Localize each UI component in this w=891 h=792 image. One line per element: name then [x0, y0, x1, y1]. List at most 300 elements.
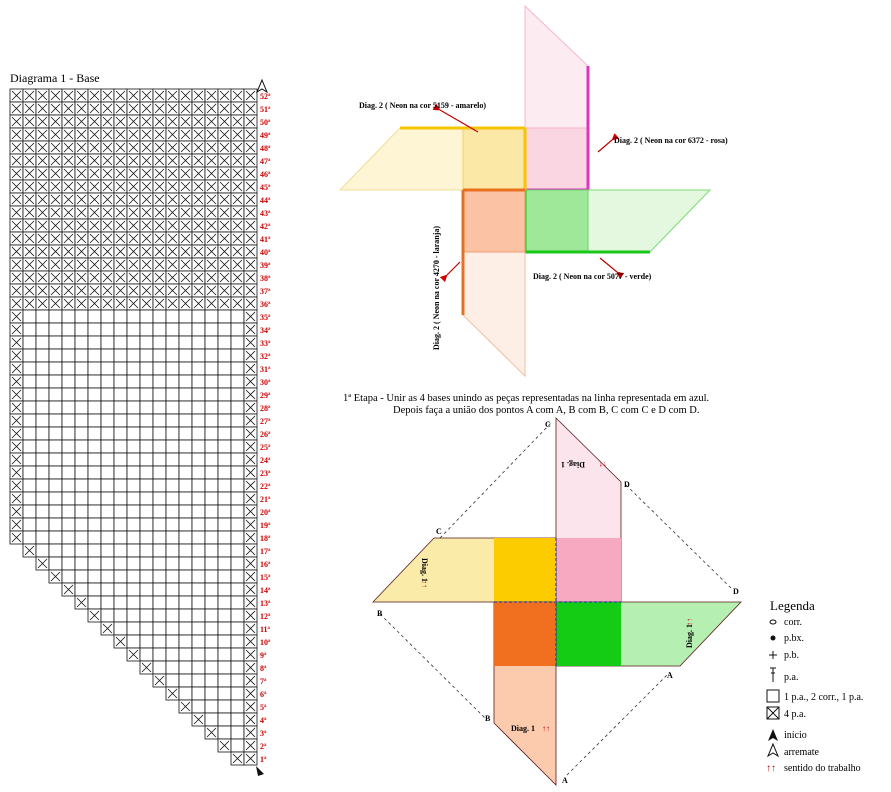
stitch-cell	[88, 440, 101, 453]
stitch-cell	[218, 427, 231, 440]
stitch-cell	[218, 557, 231, 570]
stitch-cell	[218, 635, 231, 648]
diagram2-pinwheel	[340, 6, 728, 376]
stitch-cell	[192, 492, 205, 505]
stitch-cell	[231, 544, 244, 557]
stitch-cell	[205, 401, 218, 414]
stitch-cell	[231, 349, 244, 362]
legend-label-direction: sentido do trabalho	[784, 763, 861, 774]
stitch-cell	[205, 544, 218, 557]
stitch-cell	[75, 440, 88, 453]
stitch-cell	[205, 453, 218, 466]
stitch-cell	[231, 531, 244, 544]
stitch-cell	[205, 362, 218, 375]
stitch-cell	[166, 401, 179, 414]
stitch-cell	[127, 388, 140, 401]
stitch-cell	[75, 583, 88, 596]
stitch-cell	[218, 492, 231, 505]
assembly-instruction-line2: Depois faça a união dos pontos A com A, B com B, C com C e D com D.	[393, 405, 700, 416]
stitch-cell	[114, 518, 127, 531]
stitch-cell	[153, 453, 166, 466]
row-number-label: 31ª	[260, 365, 271, 374]
stitch-cell	[101, 375, 114, 388]
stitch-cell	[231, 661, 244, 674]
stitch-cell	[140, 557, 153, 570]
stitch-cell	[153, 401, 166, 414]
stitch-cell	[101, 440, 114, 453]
stitch-cell	[140, 427, 153, 440]
stitch-cell	[153, 557, 166, 570]
stitch-cell	[88, 401, 101, 414]
stitch-cell	[153, 505, 166, 518]
stitch-cell	[179, 531, 192, 544]
stitch-cell	[179, 323, 192, 336]
stitch-cell	[153, 466, 166, 479]
stitch-cell	[231, 323, 244, 336]
stitch-cell	[49, 505, 62, 518]
stitch-cell	[88, 427, 101, 440]
stitch-cell	[231, 388, 244, 401]
stitch-cell	[49, 544, 62, 557]
legend-label-finish: arremate	[784, 747, 819, 758]
stitch-cell	[140, 466, 153, 479]
row-number-label: 4ª	[260, 716, 267, 725]
stitch-cell	[166, 466, 179, 479]
stitch-cell	[179, 401, 192, 414]
stitch-cell	[23, 362, 36, 375]
stitch-cell	[49, 323, 62, 336]
stitch-cell	[231, 362, 244, 375]
stitch-cell	[218, 323, 231, 336]
stitch-cell	[88, 310, 101, 323]
stitch-cell	[75, 362, 88, 375]
stitch-cell	[49, 427, 62, 440]
stitch-cell	[192, 648, 205, 661]
stitch-cell	[49, 401, 62, 414]
stitch-cell	[127, 570, 140, 583]
stitch-cell	[127, 531, 140, 544]
stitch-cell	[62, 362, 75, 375]
row-number-label: 45ª	[260, 183, 271, 192]
stitch-cell	[127, 375, 140, 388]
stitch-cell	[231, 414, 244, 427]
stitch-cell	[88, 362, 101, 375]
stitch-cell	[140, 609, 153, 622]
stitch-cell	[62, 310, 75, 323]
stitch-cell	[205, 570, 218, 583]
row-number-label: 16ª	[260, 560, 271, 569]
stitch-cell	[231, 375, 244, 388]
stitch-cell	[231, 453, 244, 466]
stitch-cell	[88, 492, 101, 505]
stitch-cell	[88, 466, 101, 479]
stitch-cell	[179, 362, 192, 375]
stitch-cell	[36, 388, 49, 401]
point-a-right: A	[667, 671, 673, 680]
stitch-cell	[140, 596, 153, 609]
stitch-cell	[101, 427, 114, 440]
stitch-cell	[218, 479, 231, 492]
stitch-cell	[218, 518, 231, 531]
stitch-cell	[49, 557, 62, 570]
stitch-cell	[218, 609, 231, 622]
svg-text:↑↑: ↑↑	[420, 580, 429, 588]
stitch-cell	[23, 518, 36, 531]
label-orange-diag2: Diag. 2 ( Neon na cor 4270 - laranja)	[432, 225, 441, 350]
stitch-cell	[166, 518, 179, 531]
stitch-cell	[49, 310, 62, 323]
stitch-cell	[192, 349, 205, 362]
stitch-cell	[127, 427, 140, 440]
row-number-label: 27ª	[260, 417, 271, 426]
stitch-cell	[192, 401, 205, 414]
stitch-cell	[49, 531, 62, 544]
row-number-label: 13ª	[260, 599, 271, 608]
stitch-cell	[192, 661, 205, 674]
stitch-cell	[127, 323, 140, 336]
row-number-label: 46ª	[260, 170, 271, 179]
stitch-cell	[49, 518, 62, 531]
stitch-cell	[231, 427, 244, 440]
stitch-cell	[192, 687, 205, 700]
stitch-cell	[140, 388, 153, 401]
label-green-diag2: Diag. 2 ( Neon na cor 5077 - verde)	[533, 272, 652, 281]
row-number-label: 15ª	[260, 573, 271, 582]
stitch-cell	[179, 518, 192, 531]
stitch-cell	[101, 362, 114, 375]
stitch-cell	[166, 453, 179, 466]
stitch-cell	[179, 622, 192, 635]
stitch-cell	[218, 401, 231, 414]
stitch-cell	[166, 323, 179, 336]
stitch-cell	[231, 570, 244, 583]
stitch-cell	[36, 375, 49, 388]
stitch-cell	[218, 596, 231, 609]
stitch-cell	[218, 713, 231, 726]
row-number-labels	[260, 92, 271, 764]
stitch-cell	[205, 375, 218, 388]
stitch-cell	[231, 492, 244, 505]
row-number-label: 29ª	[260, 391, 271, 400]
stitch-cell	[140, 310, 153, 323]
row-number-label: 21ª	[260, 495, 271, 504]
stitch-cell	[205, 531, 218, 544]
stitch-cell	[127, 622, 140, 635]
stitch-cell	[166, 557, 179, 570]
stitch-cell	[62, 388, 75, 401]
finish-marker-icon	[257, 80, 267, 92]
stitch-cell	[179, 336, 192, 349]
stitch-cell	[205, 596, 218, 609]
slip-stitch-icon	[771, 636, 776, 641]
stitch-cell	[75, 336, 88, 349]
stitch-cell	[36, 427, 49, 440]
row-number-label: 34ª	[260, 326, 271, 335]
stitch-cell	[101, 401, 114, 414]
stitch-cell	[153, 596, 166, 609]
row-number-label: 35ª	[260, 313, 271, 322]
pink-center-square	[525, 128, 588, 190]
legend-label-double-crochet: p.a.	[784, 672, 799, 683]
stitch-cell	[62, 401, 75, 414]
stitch-cell	[153, 375, 166, 388]
stitch-cell	[140, 518, 153, 531]
row-number-label: 24ª	[260, 456, 271, 465]
stitch-cell	[101, 531, 114, 544]
stitch-cell	[62, 336, 75, 349]
stitch-cell	[218, 531, 231, 544]
stitch-cell	[101, 492, 114, 505]
assembly-yellow-square	[494, 538, 556, 602]
stitch-cell	[205, 609, 218, 622]
row-number-label: 5ª	[260, 703, 267, 712]
stitch-cell	[205, 648, 218, 661]
point-c-left: C	[436, 527, 442, 536]
stitch-cell	[114, 479, 127, 492]
stitch-cell	[231, 622, 244, 635]
row-number-label: 25ª	[260, 443, 271, 452]
stitch-cell	[127, 414, 140, 427]
row-number-label: 10ª	[260, 638, 271, 647]
row-number-label: 28ª	[260, 404, 271, 413]
stitch-cell	[205, 323, 218, 336]
stitch-cell	[127, 336, 140, 349]
row-number-label: 12ª	[260, 612, 271, 621]
stitch-cell	[140, 440, 153, 453]
stitch-cell	[101, 414, 114, 427]
stitch-cell	[140, 492, 153, 505]
row-number-label: 11ª	[260, 625, 270, 634]
stitch-cell	[75, 427, 88, 440]
stitch-cell	[179, 427, 192, 440]
stitch-cell	[101, 388, 114, 401]
row-number-label: 3ª	[260, 729, 267, 738]
stitch-cell	[153, 323, 166, 336]
label-diag1-orange	[511, 724, 550, 733]
stitch-cell	[140, 648, 153, 661]
stitch-cell	[101, 336, 114, 349]
stitch-cell	[205, 505, 218, 518]
stitch-cell	[62, 323, 75, 336]
stitch-cell	[231, 440, 244, 453]
row-number-label: 9ª	[260, 651, 267, 660]
stitch-cell	[192, 674, 205, 687]
stitch-cell	[23, 427, 36, 440]
stitch-cell	[49, 479, 62, 492]
stitch-cell	[36, 518, 49, 531]
assembly-green-square	[556, 602, 621, 666]
stitch-cell	[101, 609, 114, 622]
row-number-label: 33ª	[260, 339, 271, 348]
stitch-cell	[75, 414, 88, 427]
stitch-cell	[192, 375, 205, 388]
stitch-cell	[23, 466, 36, 479]
stitch-cell	[205, 635, 218, 648]
stitch-cell	[153, 362, 166, 375]
stitch-cell	[49, 336, 62, 349]
stitch-cell	[62, 440, 75, 453]
stitch-cell	[153, 661, 166, 674]
stitch-cell	[231, 336, 244, 349]
stitch-cell	[205, 310, 218, 323]
stitch-cell	[23, 388, 36, 401]
stitch-cell	[23, 505, 36, 518]
stitch-cell	[179, 388, 192, 401]
stitch-cell	[231, 479, 244, 492]
stitch-cell	[140, 544, 153, 557]
stitch-cell	[205, 479, 218, 492]
stitch-cell	[179, 349, 192, 362]
row-number-label: 49ª	[260, 131, 271, 140]
stitch-cell	[88, 479, 101, 492]
stitch-cell	[179, 674, 192, 687]
stitch-cell	[218, 375, 231, 388]
stitch-cell	[114, 583, 127, 596]
row-number-label: 23ª	[260, 469, 271, 478]
stitch-cell	[192, 505, 205, 518]
stitch-cell	[205, 440, 218, 453]
stitch-cell	[127, 557, 140, 570]
stitch-cell	[218, 700, 231, 713]
stitch-cell	[36, 362, 49, 375]
stitch-cell	[88, 596, 101, 609]
stitch-cell	[218, 570, 231, 583]
stitch-cell	[36, 544, 49, 557]
stitch-cell	[205, 700, 218, 713]
stitch-cell	[75, 570, 88, 583]
stitch-cell	[114, 609, 127, 622]
stitch-cell	[36, 505, 49, 518]
stitch-cell	[114, 440, 127, 453]
stitch-cell	[179, 544, 192, 557]
stitch-cell	[75, 531, 88, 544]
stitch-cell	[153, 518, 166, 531]
row-number-label: 7ª	[260, 677, 267, 686]
stitch-cell	[127, 492, 140, 505]
stitch-cell	[218, 687, 231, 700]
point-d-top: D	[624, 480, 630, 489]
stitch-cell	[231, 687, 244, 700]
stitch-cell	[153, 609, 166, 622]
stitch-cell	[192, 323, 205, 336]
empty-square-icon	[767, 690, 779, 702]
stitch-cell	[231, 648, 244, 661]
stitch-cell	[218, 661, 231, 674]
stitch-cell	[23, 492, 36, 505]
legend-label-slip-stitch: p.bx.	[784, 633, 804, 644]
stitch-cell	[36, 492, 49, 505]
stitch-cell	[218, 349, 231, 362]
stitch-cell	[205, 427, 218, 440]
stitch-cell	[192, 596, 205, 609]
stitch-cell	[166, 414, 179, 427]
stitch-cell	[36, 414, 49, 427]
stitch-cell	[231, 466, 244, 479]
point-c-top: C	[545, 420, 551, 429]
stitch-cell	[75, 518, 88, 531]
diagram1-title: Diagrama 1 - Base	[10, 71, 100, 85]
stitch-cell	[140, 505, 153, 518]
row-number-label: 43ª	[260, 209, 271, 218]
stitch-cell	[166, 648, 179, 661]
stitch-cell	[218, 726, 231, 739]
stitch-cell	[153, 570, 166, 583]
stitch-cell	[127, 609, 140, 622]
stitch-cell	[62, 479, 75, 492]
finish-arrow-icon	[768, 744, 778, 756]
stitch-cell	[75, 349, 88, 362]
stitch-cell	[88, 583, 101, 596]
row-number-label: 19ª	[260, 521, 271, 530]
stitch-cell	[49, 414, 62, 427]
stitch-cell	[140, 362, 153, 375]
stitch-cell	[88, 323, 101, 336]
stitch-cell	[231, 674, 244, 687]
stitch-cell	[153, 492, 166, 505]
single-crochet-icon	[769, 651, 777, 659]
stitch-cell	[218, 388, 231, 401]
stitch-cell	[205, 349, 218, 362]
row-number-label: 52ª	[260, 92, 271, 101]
stitch-cell	[166, 362, 179, 375]
stitch-cell	[153, 622, 166, 635]
stitch-cell	[49, 440, 62, 453]
stitch-cell	[192, 414, 205, 427]
stitch-cell	[192, 544, 205, 557]
chain-icon	[770, 620, 776, 624]
svg-text:Diag. 1: Diag. 1	[511, 724, 535, 733]
stitch-cell	[114, 362, 127, 375]
svg-text:↑↑: ↑↑	[542, 724, 550, 733]
stitch-cell	[101, 310, 114, 323]
point-b-left: B	[377, 609, 383, 618]
stitch-cell	[88, 570, 101, 583]
stitch-cell	[114, 622, 127, 635]
stitch-cell	[49, 466, 62, 479]
stitch-cell	[192, 609, 205, 622]
stitch-cell	[179, 466, 192, 479]
stitch-cell	[231, 505, 244, 518]
stitch-cell	[205, 583, 218, 596]
stitch-cell	[218, 583, 231, 596]
stitch-cell	[192, 531, 205, 544]
stitch-cell	[179, 661, 192, 674]
stitch-cell	[153, 310, 166, 323]
stitch-cell	[114, 388, 127, 401]
row-number-label: 8ª	[260, 664, 267, 673]
stitch-cell	[179, 687, 192, 700]
stitch-cell	[88, 375, 101, 388]
stitch-cell	[114, 375, 127, 388]
stitch-cell	[179, 648, 192, 661]
row-number-label: 50ª	[260, 118, 271, 127]
stitch-cell	[127, 635, 140, 648]
stitch-cell	[218, 505, 231, 518]
stitch-cell	[127, 453, 140, 466]
stitch-cell	[114, 349, 127, 362]
stitch-cell	[49, 388, 62, 401]
stitch-cell	[192, 635, 205, 648]
stitch-cell	[75, 310, 88, 323]
stitch-cell	[23, 453, 36, 466]
stitch-cell	[88, 414, 101, 427]
stitch-cell	[36, 531, 49, 544]
stitch-cell	[166, 609, 179, 622]
stitch-cell	[88, 453, 101, 466]
stitch-cell	[62, 518, 75, 531]
stitch-cell	[101, 518, 114, 531]
stitch-cell	[218, 440, 231, 453]
